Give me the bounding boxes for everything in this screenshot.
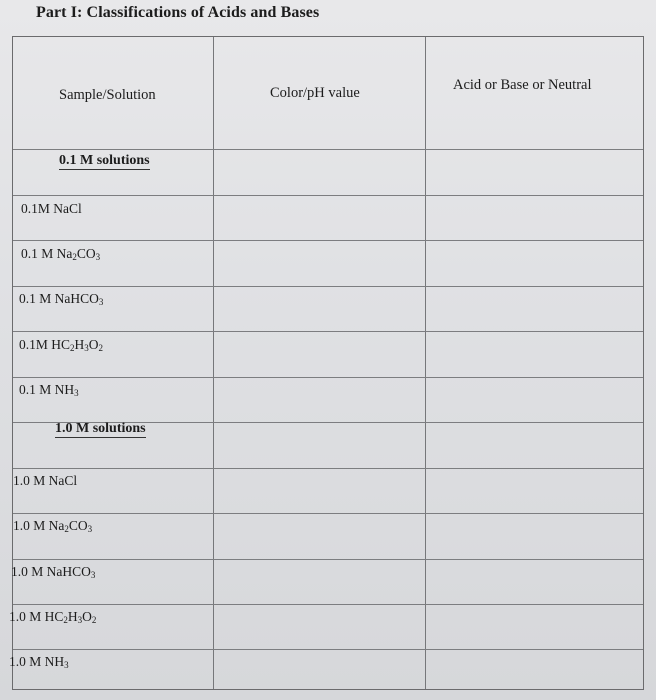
formula-subscript: 2	[98, 343, 104, 353]
formula-text: 1.0 M HC	[9, 609, 64, 624]
formula-text: 0.1M HC	[19, 337, 71, 352]
formula-subscript: 3	[87, 524, 93, 534]
sample-row-label	[21, 246, 100, 262]
header-sample-solution: Sample/Solution	[59, 87, 156, 103]
formula-subscript: 2	[64, 524, 69, 534]
formula-subscript: 3	[95, 252, 101, 262]
formula-text: H	[67, 609, 78, 624]
sample-row-label	[13, 518, 92, 534]
formula-subscript: 3	[64, 660, 69, 670]
formula-text: 1.0 M NaHCO	[11, 564, 91, 579]
row-divider	[13, 604, 643, 605]
sample-row-label	[19, 337, 103, 353]
formula-text: 1.0 M NH	[9, 654, 65, 669]
formula-subscript: 2	[70, 343, 75, 353]
sample-row-label	[9, 654, 69, 670]
formula-subscript: 3	[77, 615, 83, 625]
formula-text: 0.1 M NaHCO	[19, 291, 99, 306]
formula-subscript: 2	[63, 615, 68, 625]
formula-subscript: 3	[90, 570, 96, 580]
formula-text: 1.0 M Na	[13, 518, 65, 533]
formula-text: H	[74, 337, 85, 352]
formula-text: 0.1M NaCl	[21, 201, 82, 216]
row-divider	[13, 559, 643, 560]
formula-subscript: 3	[98, 297, 104, 307]
formula-text: CO	[76, 246, 96, 261]
formula-text: 0.1 M Na	[21, 246, 73, 261]
sample-row-label	[11, 564, 95, 580]
row-divider	[13, 195, 643, 196]
row-divider	[13, 240, 643, 241]
row-divider	[13, 649, 643, 650]
page-title: Part I: Classifications of Acids and Bases	[36, 4, 320, 21]
formula-subscript: 2	[72, 252, 77, 262]
formula-text: CO	[68, 518, 88, 533]
row-divider	[13, 468, 643, 469]
sample-row-label	[19, 291, 103, 307]
row-divider	[13, 331, 643, 332]
formula-subscript: 3	[84, 343, 89, 353]
row-divider	[13, 149, 643, 150]
sample-row-label	[21, 201, 82, 217]
sample-row-label	[19, 382, 79, 398]
sample-row-label	[9, 609, 96, 625]
column-divider	[213, 37, 214, 689]
formula-subscript: 2	[91, 615, 97, 625]
formula-text: O	[82, 609, 92, 624]
group-label-1.0M: 1.0 M solutions	[55, 421, 146, 436]
formula-text: 1.0 M NaCl	[13, 473, 78, 488]
formula-text: 0.1 M NH	[19, 382, 75, 397]
sample-row-label	[13, 473, 77, 489]
formula-subscript: 3	[74, 388, 79, 398]
row-divider	[13, 513, 643, 514]
group-label-0.1M: 0.1 M solutions	[59, 153, 150, 168]
classification-table	[9, 36, 644, 690]
row-divider	[13, 286, 643, 287]
row-divider	[13, 377, 643, 378]
formula-text: O	[88, 337, 99, 352]
header-acid-base-neutral: Acid or Base or Neutral	[453, 77, 592, 93]
header-color-ph: Color/pH value	[270, 85, 360, 101]
column-divider	[425, 37, 426, 689]
